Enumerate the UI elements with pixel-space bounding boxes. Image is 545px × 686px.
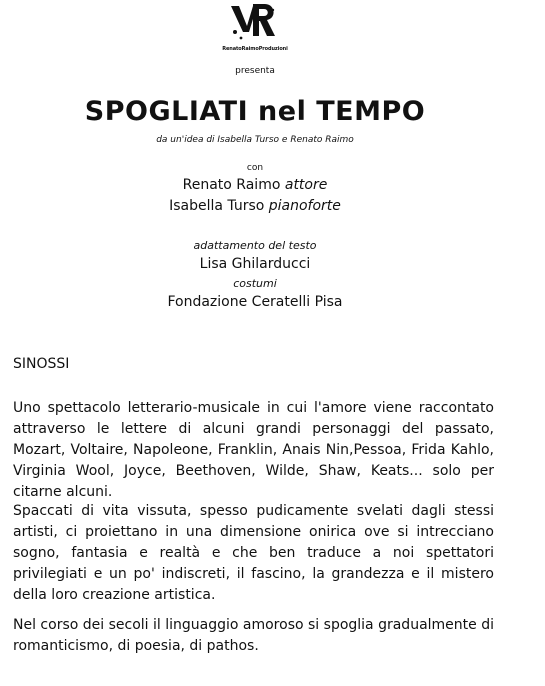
synopsis-paragraph: Uno spettacolo letterario-musicale in cui l'amore viene raccontato attraverso le lettere di alcuni grandi personaggi del passato, Mozart, Voltaire, Napoleone, Franklin, Anais Nin,Pessoa, Frida Kahlo, Virginia Wool, Joyce, Beethoven, Wilde, Shaw, Keats... solo per citarne alcuni. xyxy=(13,400,494,500)
cast-role: pianoforte xyxy=(268,198,341,214)
logo-caption: RenatoRaimoProduzioni xyxy=(222,46,288,52)
cast-role: attore xyxy=(284,177,328,193)
synopsis-heading: SINOSSI xyxy=(13,356,70,372)
presenta-label: presenta xyxy=(235,66,275,76)
company-logo xyxy=(218,2,292,54)
synopsis-paragraph: Spaccati di vita vissuta, spesso pudicamente svelati dagli stessi artisti, ci proiettano in una dimensione onirica ove si intrecciano sogno, fantasia e realtà e che ben traduce a noi spettatori privilegiati e un po' indiscreti, il fascino, la grandezza e il mistero della loro creazione artistica. xyxy=(13,503,494,603)
cast-name: Isabella Turso xyxy=(169,198,265,214)
synopsis-paragraph: Nel corso dei secoli il linguaggio amoroso si spoglia gradualmente di romanticismo, di poesia, di pathos. xyxy=(13,617,494,654)
adaptation-label: adattamento del testo xyxy=(193,239,317,252)
con-label: con xyxy=(246,163,264,173)
cast-name: Renato Raimo xyxy=(182,177,281,193)
cast-line xyxy=(0,198,510,214)
costumes-label: costumi xyxy=(233,277,277,290)
costumes-name: Fondazione Ceratelli Pisa xyxy=(167,294,343,310)
show-title: SPOGLIATI nel TEMPO xyxy=(84,96,426,127)
cast-line xyxy=(0,177,510,193)
idea-credit: da un'idea di Isabella Turso e Renato Raimo xyxy=(156,135,354,145)
adaptation-name: Lisa Ghilarducci xyxy=(199,256,311,272)
rr-monogram-logo-icon xyxy=(227,2,283,44)
